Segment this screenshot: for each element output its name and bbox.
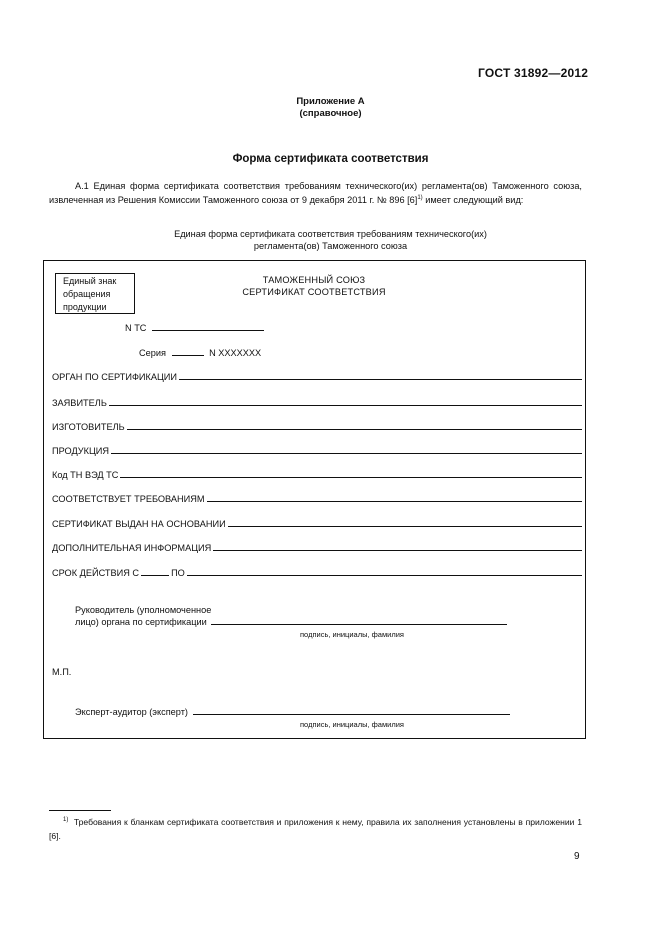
form-heading [200, 274, 428, 298]
seal-label: М.П. [52, 667, 72, 677]
mark-box-line-2: обращения [63, 289, 111, 299]
intro-text-end: имеет следующий вид: [422, 195, 524, 205]
intro-text: А.1 Единая форма сертификата соответствия требованиям технического(их) регламента(ов) Таможенного союза, извлеченная из Решения Комиссии Таможенного союза от 9 декабря 2011 г. № 896 [6] [49, 181, 582, 205]
manufacturer-label: ИЗГОТОВИТЕЛЬ [52, 422, 125, 432]
validity-to-blank[interactable] [187, 567, 582, 576]
applicant-row [52, 397, 582, 408]
head-signature-block [75, 604, 507, 628]
expert-signature-blank[interactable] [193, 706, 510, 715]
cert-body-blank[interactable] [179, 371, 582, 380]
footnote-reference: 1) [417, 194, 423, 201]
hs-code-blank[interactable] [120, 469, 582, 478]
head-label-line-1: Руководитель (уполномоченное [75, 605, 212, 615]
complies-row [52, 493, 582, 504]
product-blank[interactable] [111, 445, 582, 454]
footnote-divider [49, 810, 111, 811]
footnote-marker: 1) [63, 817, 69, 823]
applicant-label: ЗАЯВИТЕЛЬ [52, 398, 107, 408]
caption-line-1: Единая форма сертификата соответствия требованиям технического(их) [174, 229, 487, 239]
series-blank[interactable] [172, 347, 204, 356]
standard-number: ГОСТ 31892—2012 [478, 66, 589, 80]
annex-subtitle: (справочное) [299, 108, 362, 119]
complies-blank[interactable] [207, 493, 582, 502]
issued-basis-row [52, 518, 582, 529]
complies-label: СООТВЕТСТВУЕТ ТРЕБОВАНИЯМ [52, 494, 205, 504]
mark-box-line-3: продукции [63, 302, 107, 312]
head-signature-blank[interactable] [211, 616, 507, 625]
validity-from-blank[interactable] [141, 567, 169, 576]
head-label-line-2: лицо) органа по сертификации [75, 617, 207, 627]
intro-paragraph [49, 179, 582, 207]
issued-basis-blank[interactable] [228, 518, 582, 527]
additional-info-blank[interactable] [213, 542, 582, 551]
hs-code-label: Код ТН ВЭД ТС [52, 470, 119, 480]
series-row [139, 347, 261, 358]
series-number: N XXXXXXX [209, 348, 262, 358]
applicant-blank[interactable] [109, 397, 582, 406]
product-row [52, 445, 582, 456]
number-label: N ТС [125, 323, 147, 333]
hs-code-row [52, 469, 582, 480]
manufacturer-row [52, 421, 582, 432]
caption-line-2: регламента(ов) Таможенного союза [253, 241, 408, 251]
page-number: 9 [574, 851, 580, 862]
validity-row [52, 567, 582, 578]
section-title: Форма сертификата соответствия [232, 153, 429, 165]
expert-signature-hint: подпись, инициалы, фамилия [300, 720, 404, 729]
additional-info-label: ДОПОЛНИТЕЛЬНАЯ ИНФОРМАЦИЯ [52, 543, 212, 553]
annex-title: Приложение А [296, 96, 365, 107]
footnote [49, 813, 582, 843]
validity-from-label: СРОК ДЕЙСТВИЯ С [52, 568, 140, 578]
customs-union-title: ТАМОЖЕННЫЙ СОЮЗ [262, 275, 366, 285]
validity-to-label: ПО [171, 568, 185, 578]
head-signature-hint: подпись, инициалы, фамилия [300, 630, 404, 639]
certificate-title: СЕРТИФИКАТ СООТВЕТСТВИЯ [242, 287, 386, 297]
product-label: ПРОДУКЦИЯ [52, 446, 110, 456]
series-label: Серия [139, 348, 166, 358]
certificate-number-row [125, 322, 264, 333]
footnote-text: Требования к бланкам сертификата соответствия и приложения к нему, правила их заполнения установлены в приложении 1 [6]. [49, 816, 582, 841]
conformity-mark-box [55, 273, 135, 314]
form-caption [0, 228, 661, 252]
cert-body-row [52, 371, 582, 382]
mark-box-line-1: Единый знак [63, 276, 117, 286]
expert-row [75, 706, 510, 717]
expert-label: Эксперт-аудитор (эксперт) [75, 707, 188, 717]
cert-body-label: ОРГАН ПО СЕРТИФИКАЦИИ [52, 372, 178, 382]
issued-basis-label: СЕРТИФИКАТ ВЫДАН НА ОСНОВАНИИ [52, 519, 226, 529]
manufacturer-blank[interactable] [127, 421, 582, 430]
number-blank[interactable] [152, 322, 264, 331]
additional-info-row [52, 542, 582, 553]
